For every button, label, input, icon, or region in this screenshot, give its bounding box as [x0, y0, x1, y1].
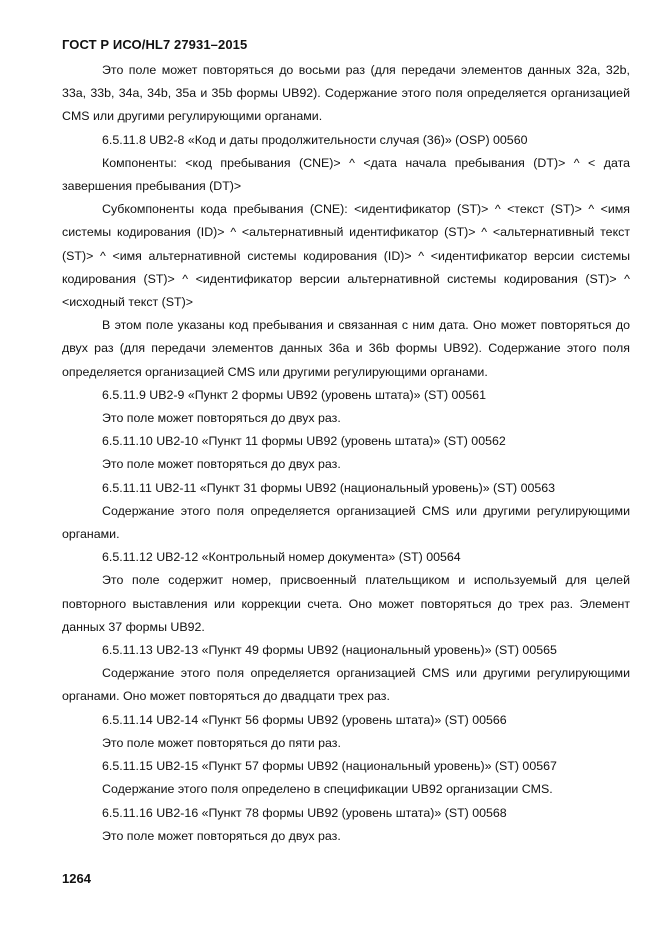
page-header: ГОСТ Р ИСО/HL7 27931–2015	[62, 37, 248, 52]
paragraph: Это поле может повторяться до двух раз.	[102, 828, 341, 843]
paragraph: Это поле может повторяться до пяти раз.	[102, 735, 341, 750]
section-heading: 6.5.11.12 UB2-12 «Контрольный номер документа» (ST) 00564	[102, 550, 461, 565]
section-heading: 6.5.11.9 UB2-9 «Пункт 2 формы UB92 (уровень штата)» (ST) 00561	[102, 387, 486, 402]
paragraph: Это поле может повторяться до двух раз.	[102, 411, 341, 426]
paragraph: В этом поле указаны код пребывания и связанная с ним дата. Оно может повторяться до двух раз (для передачи элементов данных 36a и 36b формы UB92). Содержание этого поля определяется организацией CMS или другими регулирующими органами.	[62, 318, 630, 379]
paragraph: Это поле может повторяться до восьми раз (для передачи элементов данных 32a, 32b, 33a, 33b, 34a, 34b, 35a и 35b формы UB92). Содержание этого поля определяется организацией CMS или другими регулирующими органами.	[62, 63, 630, 124]
paragraph: Содержание этого поля определяется организацией CMS или другими регулирующими органами.	[62, 503, 630, 542]
section-heading: 6.5.11.8 UB2-8 «Код и даты продолжительности случая (36)» (OSP) 00560	[102, 132, 528, 147]
section-heading: 6.5.11.15 UB2-15 «Пункт 57 формы UB92 (национальный уровень)» (ST) 00567	[102, 759, 557, 774]
section-heading: 6.5.11.14 UB2-14 «Пункт 56 формы UB92 (уровень штата)» (ST) 00566	[102, 712, 507, 727]
section-heading: 6.5.11.11 UB2-11 «Пункт 31 формы UB92 (национальный уровень)» (ST) 00563	[102, 480, 556, 495]
paragraph: Содержание этого поля определяется организацией CMS или другими регулирующими органами. Оно может повторяться до двадцати трех раз.	[62, 666, 630, 704]
paragraph: Это поле может повторяться до двух раз.	[102, 457, 341, 472]
paragraph: Это поле содержит номер, присвоенный плательщиком и используемый для целей повторного выставления или коррекции счета. Оно может повторяться до трех раз. Элемент данных 37 формы UB92.	[62, 573, 630, 634]
paragraph: Содержание этого поля определено в спецификации UB92 организации CMS.	[102, 782, 553, 797]
paragraph: Субкомпоненты кода пребывания (CNE): <идентификатор (ST)> ^ <текст (ST)> ^ <имя системы кодирования (ID)> ^ <альтернативный идентификатор (ST)> ^ <альтернативный текст (ST)> ^ <имя альтернативной системы кодирования (ID)> ^ <идентификатор версии системы кодирования (ST)> ^ <идентификатор версии альтернативной системы кодирования (ST)> ^ <исходный текст (ST)>	[62, 202, 630, 310]
section-heading: 6.5.11.13 UB2-13 «Пункт 49 формы UB92 (национальный уровень)» (ST) 00565	[102, 643, 557, 658]
page-number: 1264	[62, 871, 91, 886]
document-body	[62, 59, 630, 848]
section-heading: 6.5.11.16 UB2-16 «Пункт 78 формы UB92 (уровень штата)» (ST) 00568	[102, 805, 507, 820]
paragraph: Компоненты: <код пребывания (CNE)> ^ <дата начала пребывания (DT)> ^ < дата завершения пребывания (DT)>	[62, 155, 630, 194]
section-heading: 6.5.11.10 UB2-10 «Пункт 11 формы UB92 (уровень штата)» (ST) 00562	[102, 434, 506, 449]
